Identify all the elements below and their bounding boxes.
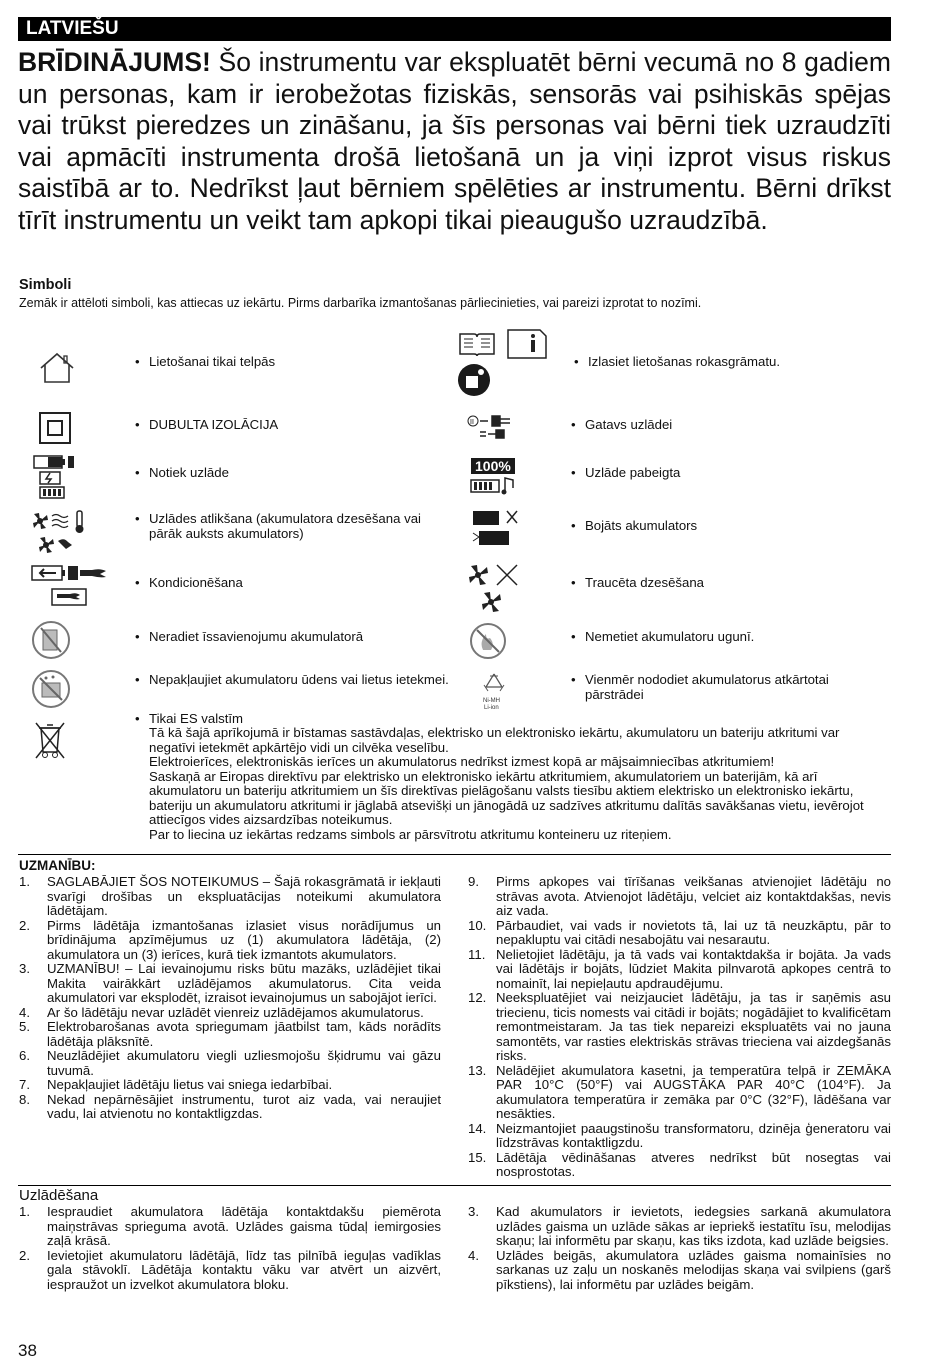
list-item: 15. Lādētāja vēdināšanas atveres nedrīkst būt nosegtas vai nosprostotas. [468,1149,891,1179]
page-number: 38 [18,1341,37,1360]
symbol-label: Notiek uzlāde [149,465,229,480]
symbol-label: Nemetiet akumulatoru ugunī. [585,629,755,644]
symbol-label: Kondicionēšana [149,575,243,590]
ready-plug-icon [466,412,520,442]
charging-list-left [19,1205,441,1292]
list-item: 1. SAGLABĀJIET ŠOS NOTEIKUMUS – Šajā rokasgrāmatā ir iekļauti svarīgi drošības un ekspluatācijas noteikumi akumulatora lādētājam. [19,874,441,918]
warning-paragraph [18,47,891,236]
list-item: 5. Elektrobarošanas avota spriegumam jāatbilst tam, kāds norādīts lādētāja plāksnītē. [19,1019,441,1049]
symbol-label: Vienmēr nododiet akumulatorus atkārtotai pārstrādei [585,672,829,702]
symbols-intro: Zemāk ir attēloti simboli, kas attiecas uz iekārtu. Pirms darbarīka izmantošanas pārliecinieties, vai pareizi izprotat to nozīmi. [19,296,702,310]
divider [18,1185,891,1186]
list-item: 4. Ar šo lādētāju nevar uzlādēt vienreiz uzlādējamos akumulatorus. [19,1004,424,1020]
recycle-icon [476,671,512,711]
symbol-label: Izlasiet lietošanas rokasgrāmatu. [588,354,781,369]
list-item: 3. Kad akumulators ir ievietots, iedegsies sarkanā akumulatora uzlādes gaisma un uzlāde sākas ar iepriekš iestatītu īsu, melodijas skaņu; lai informētu par skaņu, kas tiks izdota, kad uzlāde beigsies. [468,1204,891,1248]
eu-paragraph: Tā kā šajā aprīkojumā ir bīstamas sastāvdaļas, elektrisko un elektronisko iekārtu, akumulatoru un bateriju atkritumi var negatīvi ietekmēt apkārtējo vidi un cilvēka veselību. [149,725,840,755]
eu-disposal-text [149,726,889,842]
list-item: 2. Ievietojiet akumulatoru lādētājā, līdz tas pilnībā ieguļas vadīklas gala stāvoklī. Lādētāja kontaktu vāku var atvērt un aizvērt, iespraužot un izvelkot akumulatora bloku. [19,1247,441,1292]
list-item: 2. Pirms lādētāja izmantošanas izlasiet visus norādījumus un brīdinājuma apzīmējumus uz (1) akumulatora lādētāja, (2) akumulatora un (3) ierīces, kurā tiek izmantots akumulators. [19,917,441,962]
eu-paragraph: Elektroierīces, elektroniskās ierīces un akumulatorus nedrīkst izmest kopā ar mājsaimniecības atkritumiem! [149,754,775,769]
eu-paragraph: Par to liecina uz iekārtas redzams simbols ar pārsvītrotu atkritumu konteineru uz riteņiem. [149,826,672,842]
eu-paragraph: Saskaņā ar Eiropas direktīvu par elektrisko un elektronisko iekārtu atkritumiem, akumulatoriem un baterijām, kā arī akumulatoru un bateriju atkritumiem un šīs direktīvas pielāgošanu valsts tiesību aktiem elektrisko un elektronisko iekārtu, bateriju un akumulatoru atkritumi ir jāglabā atsevišķi un jānogādā uz sadzīves atkritumu dalītās savākšanas vietu, ievērojot attiecīgos vides aizsardzības noteikumus. [149,768,864,827]
warning-text: Šo instrumentu var ekspluatēt bērni vecumā no 8 gadiem un personas, kam ir ierobežotas fiziskās, sensorās vai psihiskās spējas vai trūkst pieredzes un zināšanu, ja šīs personas vai bērni tiek uzraudzīti vai apmācīti instrumenta drošā lietošanā un ja viņi izprot visus riskus saistībā ar to. Nedrīkst ļaut bērniem spēlēties ar instrumentu. Bērni drīkst tīrīt instrumentu un veikt tam apkopi tikai pieaugušo uzraudzībā. [18,47,891,235]
list-item: 3. UZMANĪBU! – Lai ievainojumu risks būtu mazāks, uzlādējiet tikai Makita vairākkārt uzlādējamos akumulatorus. Cita veida akumulatori var eksplodēt, izraisot ievainojumus un sabojājot ierīci. [19,961,441,1005]
symbol-label: Uzlāde pabeigta [585,465,681,480]
symbol-label: Gatavs uzlādei [585,417,673,432]
symbol-label: Traucēta dzesēšana [585,575,705,590]
language-header: LATVIEŠU [18,17,891,41]
no-water-icon [31,669,71,709]
double-insulation-icon [38,411,72,445]
fan-fault-icon [467,562,521,616]
divider [18,854,891,855]
no-short-circuit-icon [31,620,71,660]
weee-bin-icon [33,720,67,760]
list-item: 9. Pirms apkopes vai tīrīšanas veikšanas atvienojiet lādētāju no strāvas avota. Atvienojot lādētāju, velciet aiz kontaktdakšas, nevis aiz vada. [468,874,891,918]
caution-list-left [19,875,441,1122]
symbol-label: Bojāts akumulators [585,518,698,533]
svg-text:II: II [470,419,474,426]
list-item: 6. Neuzlādējiet akumulatoru viegli uzliesmojošu šķidrumu vai gāzu tuvumā. [19,1048,441,1078]
symbol-label: Tikai ES valstīm [149,711,244,726]
house-icon [38,351,76,385]
faulty-battery-icon [469,507,521,549]
list-item: 8. Nekad nepārnēsājiet instrumentu, turot aiz vada, vai neraujiet vadu, lai atvienotu no kontaktligzdas. [19,1091,441,1121]
no-fire-icon [469,622,507,660]
list-item: 4. Uzlādes beigās, akumulatora uzlādes gaisma nomainīsies no sarkanas uz zaļu un noskanēs melodijas skaņa vai svilpiens (garš pīkstiens), lai informētu par uzlādes beigām. [468,1247,891,1292]
symbols-heading: Simboli [19,277,72,293]
list-item: 7. Nepakļaujiet lādētāju lietus vai sniega iedarbībai. [19,1077,333,1092]
list-item: 12. Neekspluatējiet vai neizjauciet lādētāju, ja tas ir saņēmis asu triecienu, ticis nomests vai citādi ir bojāts; nogādājiet to kvalificētam remontmeistaram. Ja tas tiek nepareizi ekspluatēts vai no jauna samontēts, var rasties elektriskās strāvas trieciena vai aizdegšanās risks. [468,990,891,1063]
list-item: 10. Pārbaudiet, vai vads ir novietots tā, lai uz tā neuzkāptu, pār to nepakluptu vai citādi nesabojātu vai nesarautu. [468,917,891,947]
symbol-label: Neradiet īssavienojumu akumulatorā [149,629,364,644]
list-item: 14. Neizmantojiet paaugstinošu transformatoru, dzinēja ģeneratoru vai līdzstrāvas kontaktligzdu. [468,1120,891,1150]
charge-complete-icon [469,456,521,496]
list-item: 13. Nelādējiet akumulatora kasetni, ja temperatūra telpā ir ZEMĀKA PAR 10°C (50°F) vai AUGSTĀKA PAR 40°C (104°F). Ja akumulatora temperatūra ir zemāka par 0°C (32°F), lādēšana var nesākties. [468,1062,891,1121]
charging-heading: Uzlādēšana [19,1187,99,1204]
symbol-label: Nepakļaujiet akumulatoru ūdens vai lietus ietekmei. [149,672,449,687]
warning-lead: BRĪDINĀJUMS! [18,47,211,77]
list-item: 1. Iespraudiet akumulatora lādētāja kontaktdakšu piemērota maiņstrāvas sprieguma avotā. Uzlādes gaisma tūdaļ iemirgosies zaļā krāsā. [19,1204,441,1248]
symbol-label: DUBULTA IZOLĀCIJA [149,417,279,432]
read-manual-icon [456,328,552,398]
caution-list-right [468,875,891,1180]
conditioning-icon [30,563,110,607]
recycle-label-nimh: Ni-MH [483,698,500,704]
recycle-label-liion: Li-ion [484,705,499,711]
hot-battery-icon [30,509,94,557]
symbol-label: Uzlādes atlikšana (akumulatora dzesēšana vai pārāk auksts akumulators) [149,511,421,541]
percent-label: 100% [475,458,511,474]
list-item: 11. Nelietojiet lādētāju, ja tā vads vai kontaktdakša ir bojāta. Ja vads vai lādētājs ir bojāts, lūdziet Makita pilnvarotā apkopes centrā to nomainīt, lai nepieļautu apdraudējumu. [468,946,891,991]
caution-heading: UZMANĪBU: [19,858,96,873]
charging-list-right [468,1205,891,1292]
symbol-label: Lietošanai tikai telpās [149,354,276,369]
charging-icon [32,452,76,500]
